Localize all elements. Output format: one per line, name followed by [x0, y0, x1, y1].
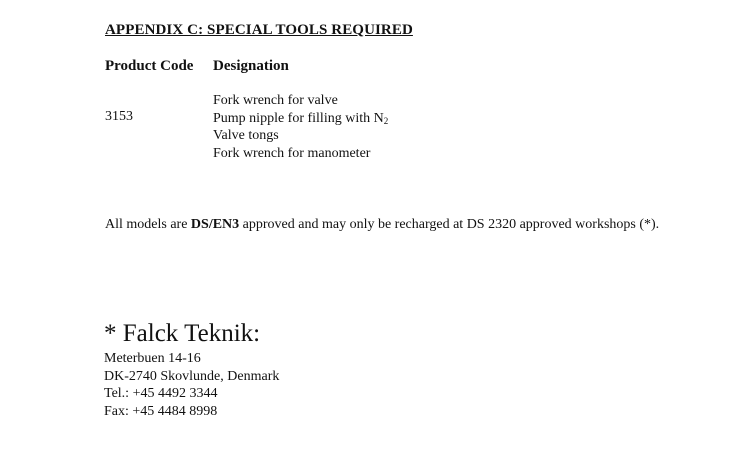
address-line-city: DK-2740 Skovlunde, Denmark	[104, 368, 280, 384]
address-line-fax: Fax: +45 4484 8998	[104, 403, 218, 419]
nitrogen-subscript: 2	[383, 115, 389, 126]
designation-text: Fork wrench for valve	[213, 93, 338, 108]
designation-header: Designation	[213, 58, 289, 74]
approval-text-before: All models are	[105, 217, 191, 232]
workshop-name: * Falck Teknik:	[104, 320, 261, 347]
designation-item	[213, 145, 388, 163]
designation-text: Valve tongs	[213, 128, 279, 143]
designation-item	[213, 127, 388, 145]
approval-note	[105, 216, 695, 233]
designation-list	[213, 92, 388, 162]
address-line-phone: Tel.: +45 4492 3344	[104, 386, 218, 401]
product-code-header: Product Code	[105, 58, 194, 74]
designation-item	[213, 110, 388, 128]
product-code-cell: 3153	[105, 109, 133, 124]
address-line-street: Meterbuen 14-16	[104, 351, 201, 366]
workshop-address	[104, 350, 279, 420]
approval-text-after: approved and may only be recharged at DS 2320 approved workshops (*).	[239, 217, 660, 232]
approval-standard: DS/EN3	[190, 217, 240, 232]
designation-text: Pump nipple for filling with N	[213, 110, 384, 126]
designation-text: Fork wrench for manometer	[213, 145, 371, 161]
designation-item	[213, 92, 388, 110]
appendix-heading: APPENDIX C: SPECIAL TOOLS REQUIRED	[105, 22, 413, 38]
